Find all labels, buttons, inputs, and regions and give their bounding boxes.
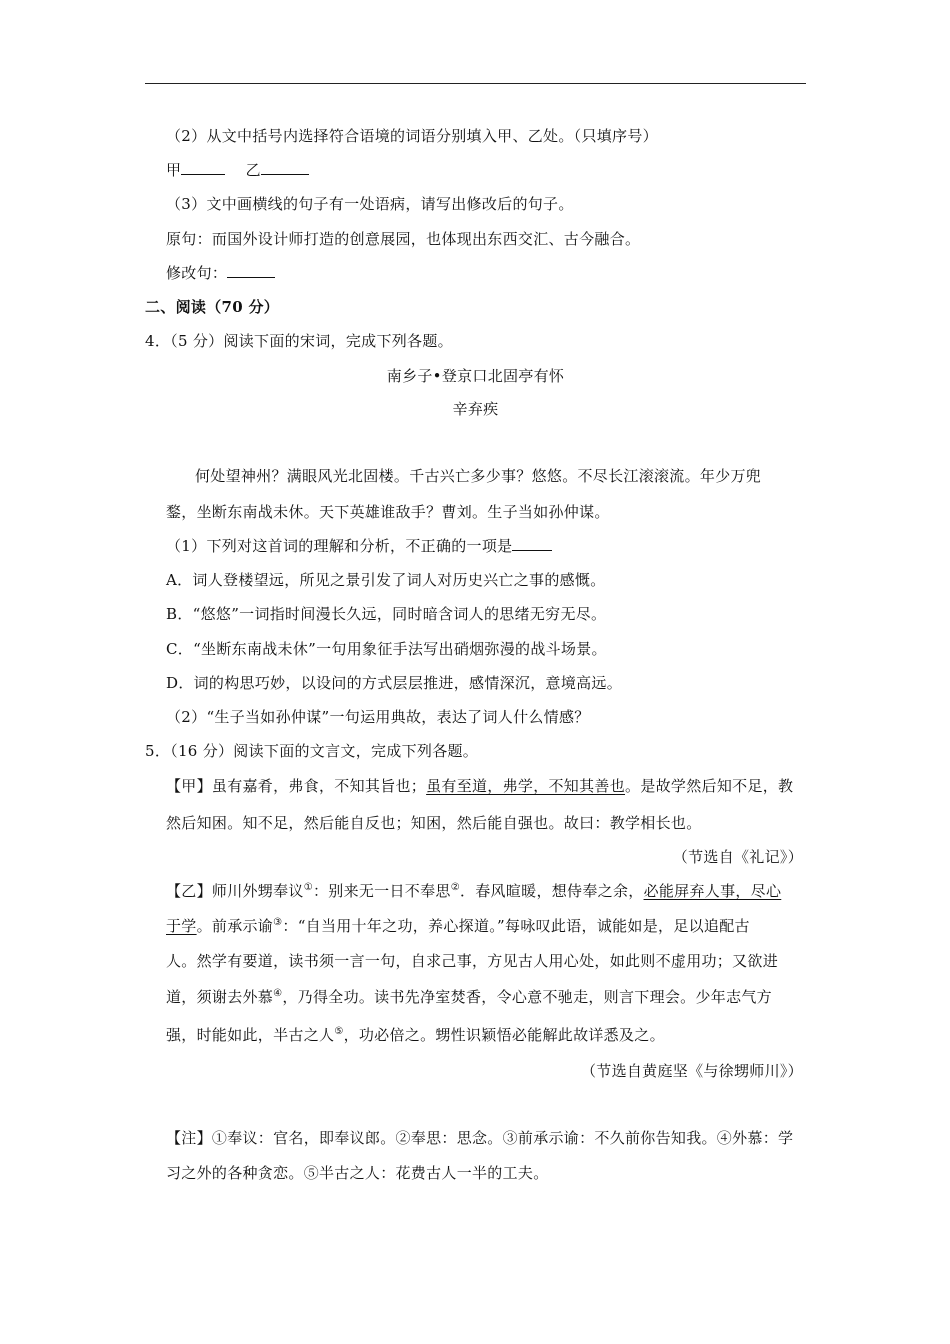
yi-text-1b: ：别来无一日不奉思 — [312, 882, 451, 900]
jia-line-2: 然后知困。知不足，然后能自反也；知困，然后能自强也。故曰：教学相长也。 — [166, 814, 702, 832]
yi-tag: 【乙】 — [166, 882, 212, 900]
jia-blank[interactable] — [181, 160, 225, 175]
header-rule — [145, 83, 806, 84]
note-ref-1: ① — [303, 882, 313, 893]
jia-tag: 【甲】 — [166, 777, 212, 795]
yi-text-5a: 强，时能如此，半古之人 — [166, 1026, 335, 1044]
q5-stem: 5．（16 分）阅读下面的文言文，完成下列各题。 — [145, 742, 479, 760]
yi-line-3: 人。然学有要道，读书须一言一句，自求己事，方见古人用心处，如此则不虚用功；又欲进 — [166, 952, 779, 970]
q4-sub2-text: （2）“生子当如孙仲谋”一句运用典故，表达了词人什么情感？ — [166, 708, 590, 726]
yi-line-5 — [166, 1024, 665, 1046]
note-ref-3: ③ — [273, 917, 283, 928]
jia-text-a: 虽有嘉肴，弗食，不知其旨也； — [211, 777, 427, 795]
note-ref-4: ④ — [273, 988, 283, 999]
poem-line-1: 何处望神州？满眼风光北固楼。千古兴亡多少事？悠悠。不尽长江滚滚流。年少万兜 — [195, 467, 762, 485]
yi-source: （节选自黄庭坚《与徐甥师川》） — [580, 1062, 803, 1080]
yi-line-2 — [166, 915, 750, 937]
jia-label: 甲 — [166, 161, 182, 179]
q4-option-d: D．词的构思巧妙，以设问的方式层层推进，感情深沉，意境高远。 — [166, 674, 623, 692]
q4-option-b: B．“悠悠”一词指时间漫长久远，同时暗含词人的思绪无穷无尽。 — [166, 605, 607, 623]
yi-line-1 — [166, 880, 781, 902]
poem-author: 辛弃疾 — [452, 400, 499, 418]
jia-underlined-sentence: 虽有至道，弗学，不知其善也 — [426, 777, 626, 795]
q3-sub3-text: （3）文中画横线的句子有一处语病，请写出修改后的句子。 — [166, 195, 574, 213]
q3-revised-line — [166, 262, 275, 284]
yi-text-1c: ．春风暄暖，想侍奉之余， — [459, 882, 644, 900]
q3-sub2-text: （2）从文中括号内选择符合语境的词语分别填入甲、乙处。（只填序号） — [166, 127, 658, 145]
yi-text-2a: 。前承示谕 — [196, 917, 274, 935]
q3-answer-blanks — [166, 159, 309, 181]
yi-underlined-1: 必能屏弃人事，尽心 — [643, 882, 782, 900]
revised-label: 修改句： — [166, 264, 228, 282]
q4-sub1-line — [166, 535, 552, 557]
note-ref-5: ⑤ — [334, 1026, 344, 1037]
q4-sub1-blank[interactable] — [512, 536, 552, 551]
q4-option-a: A．词人登楼望远，所见之景引发了词人对历史兴亡之事的感慨。 — [166, 571, 606, 589]
yi-label: 乙 — [245, 161, 261, 179]
q4-option-c: C．“坐断东南战未休”一句用象征手法写出硝烟弥漫的战斗场景。 — [166, 640, 607, 658]
yi-text-5b: ，功必倍之。甥性识颖悟必能解此故详悉及之。 — [343, 1026, 665, 1044]
notes-line-1: 【注】①奉议：官名，即奉议郎。②奉思：思念。③前承示谕：不久前你告知我。④外慕：学 — [166, 1129, 794, 1147]
yi-blank[interactable] — [261, 160, 309, 175]
jia-line-1 — [166, 775, 793, 797]
q3-original-sentence: 原句：而国外设计师打造的创意展园，也体现出东西交汇、古今融合。 — [166, 230, 641, 248]
yi-text-4b: ，乃得全功。读书先净室焚香，令心意不驰走，则言下理会。少年志气方 — [282, 988, 772, 1006]
yi-line-4 — [166, 986, 772, 1008]
jia-text-b: 。是故学然后知不足，教 — [625, 777, 794, 795]
yi-text-4a: 道，须谢去外慕 — [166, 988, 274, 1006]
section2-title: 二、阅读（70 分） — [145, 298, 280, 316]
jia-source: （节选自《礼记》） — [672, 848, 803, 866]
q4-sub1-text: （1）下列对这首词的理解和分析，不正确的一项是 — [166, 537, 513, 555]
yi-text-2b: ：“自当用十年之功，养心探道。”每咏叹此语，诚能如是，足以追配古 — [282, 917, 750, 935]
poem-line-2: 鍪，坐断东南战未休。天下英雄谁敌手？曹刘。生子当如孙仲谋。 — [166, 503, 610, 521]
revised-blank[interactable] — [227, 263, 275, 278]
yi-underlined-2: 于学 — [166, 917, 197, 935]
notes-line-2: 习之外的各种贪恋。⑤半古之人：花费古人一半的工夫。 — [166, 1164, 549, 1182]
poem-title: 南乡子•登京口北固亭有怀 — [386, 367, 565, 385]
q4-stem: 4．（5 分）阅读下面的宋词，完成下列各题。 — [145, 332, 453, 350]
note-ref-2: ② — [450, 882, 460, 893]
yi-text-1a: 师川外甥奉议 — [211, 882, 304, 900]
